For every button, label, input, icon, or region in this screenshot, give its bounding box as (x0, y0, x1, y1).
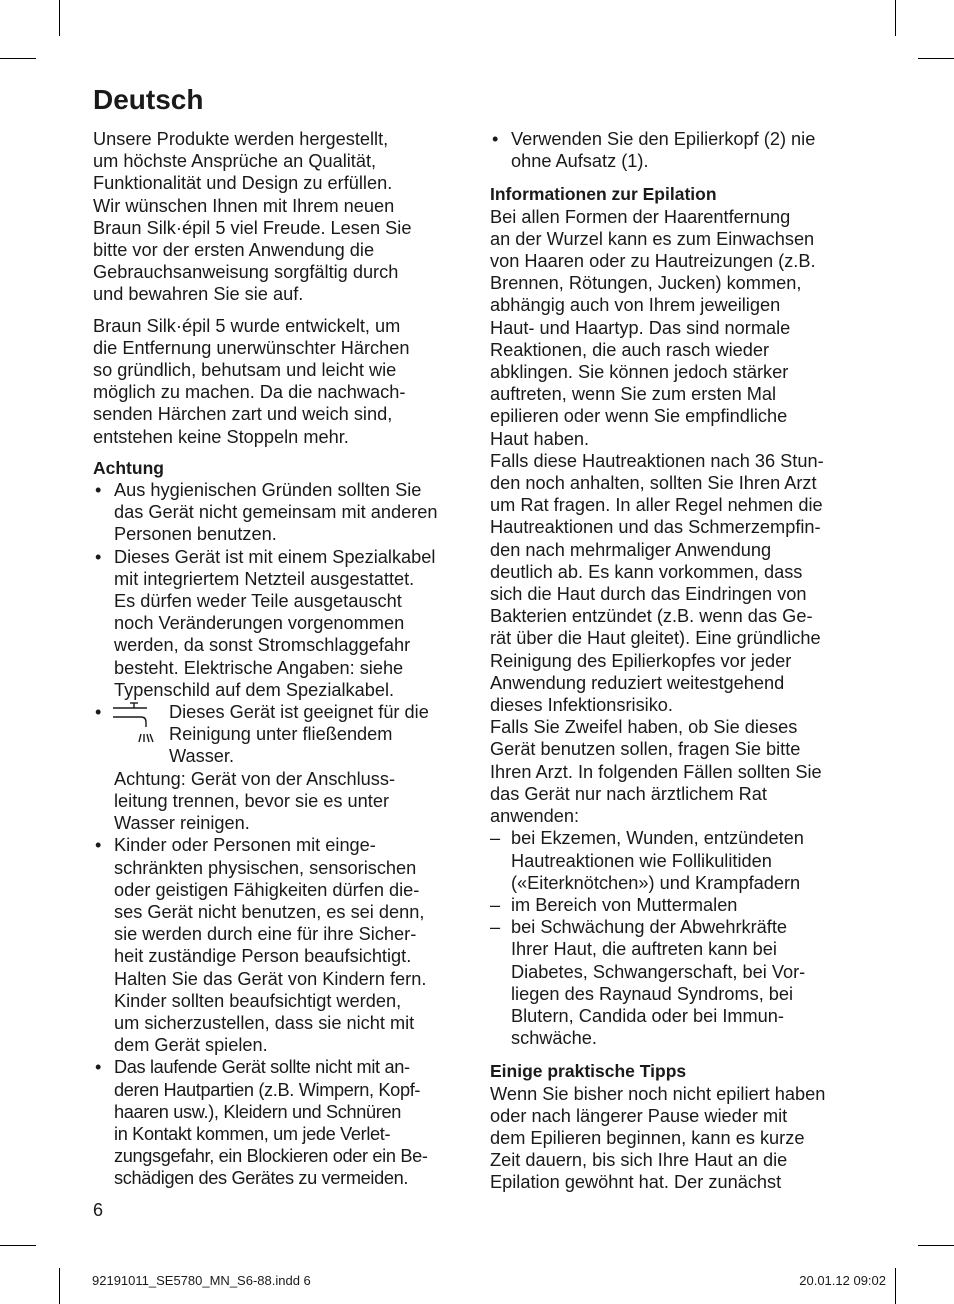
info-paragraph: Falls Sie Zweifel haben, ob Sie dieses Gerät benutzen sollen, fragen Sie bitte Ihren Arzt. In folgenden Fällen sollten Sie das Gerät nur nach ärztlichem Rat anwenden: (490, 717, 822, 827)
list-item (490, 128, 864, 172)
tips-heading: Einige praktische Tipps (490, 1061, 687, 1082)
warning-note: Achtung: Gerät von der Anschluss- leitung trennen, bevor sie es unter Wasser reinigen. (114, 768, 396, 834)
achtung-heading (93, 457, 467, 479)
list-item-water (93, 701, 467, 834)
bullet-marker: • (95, 480, 102, 501)
bullet-marker: • (95, 835, 102, 856)
bullet-marker: • (95, 702, 102, 723)
page-title: Deutsch (93, 84, 204, 115)
crop-mark (0, 58, 36, 59)
crop-mark (918, 1245, 954, 1246)
crop-mark (918, 58, 954, 59)
achtung-heading-text: Achtung (93, 457, 164, 478)
crop-mark (59, 1268, 60, 1304)
dash-marker: – (490, 828, 501, 849)
list-item (93, 479, 467, 546)
right-column (490, 128, 864, 1194)
crop-mark (895, 1268, 896, 1304)
dash-marker: – (490, 894, 501, 915)
left-column (93, 128, 467, 1190)
list-item (93, 1056, 467, 1189)
list-item-text: bei Ekzemen, Wunden, entzündeten Hautreaktionen wie Follikulitiden («Eiterknötchen») und Krampfadern (511, 828, 804, 893)
intro-paragraph: Unsere Produkte werden hergestellt, um höchste Ansprüche an Qualität, Funktionalität und Design zu erfüllen. Wir wünschen Ihnen mit Ihrem neuen Braun Silk·épil 5 viel Freude. Lesen Sie bitte vor der ersten Anwendung die Gebrauchsanweisung sorgfältig durch und bewahren Sie sie auf. (93, 129, 412, 305)
bullet-marker: • (492, 129, 499, 149)
crop-mark (0, 1245, 36, 1246)
page-number: 6 (93, 1200, 104, 1220)
bullet-marker: • (95, 1057, 102, 1078)
list-item-text: Aus hygienischen Gründen sollten Sie das Gerät nicht gemeinsam mit anderen Personen benutzen. (114, 480, 438, 545)
list-item-text: Dieses Gerät ist geeignet für die Reinigung unter fließendem Wasser. (169, 702, 429, 767)
list-item-text: Verwenden Sie den Epilierkopf (2) nie ohne Aufsatz (1). (511, 129, 816, 172)
list-item (490, 894, 864, 916)
list-item (490, 916, 864, 1049)
info-heading: Informationen zur Epilation (490, 184, 717, 205)
list-item-text: Dieses Gerät ist mit einem Spezialkabel mit integriertem Netzteil ausgestattet. Es dürfen weder Teile ausgetauscht noch Veränderungen vorgenommen werden, da sonst Stromschlaggefahr besteht. Elektrische Angaben: siehe Typenschild auf dem Spezialkabel. (114, 546, 436, 700)
dash-marker: – (490, 917, 501, 938)
list-item-text: Kinder oder Personen mit einge- schränkten physischen, sensorischen oder geistigen Fähigkeiten dürfen die- ses Gerät nicht benutzen, es sei denn, sie werden durch eine für ihre Sicher- heit zuständige Person beaufsichtigt. Halten Sie das Gerät von Kindern fern. Kinder sollten beaufsichtigt werden, um sicherzustellen, dass sie nicht mit dem Gerät spielen. (114, 835, 427, 1056)
list-item-text: bei Schwächung der Abwehrkräfte Ihrer Haut, die auftreten kann bei Diabetes, Schwangerschaft, bei Vor- liegen des Raynaud Syndroms, bei Blutern, Candida oder bei Immun- schwäche. (511, 917, 806, 1049)
info-paragraph: Bei allen Formen der Haarentfernung an der Wurzel kann es zum Einwachsen von Haaren oder zu Hautreizungen (z.B. Brennen, Rötungen, Jucken) kommen, abhängig auch von Ihrem jeweiligen Haut- und Haartyp. Das sind normale Reaktionen, die auch rasch wieder abklingen. Sie können jedoch stärker auftreten, wenn Sie zum ersten Mal epilieren oder wenn Sie empfindliche Haut haben. (490, 206, 816, 449)
list-item-text: Das laufende Gerät sollte nicht mit an- deren Hautpartien (z.B. Wimpern, Kopf- haaren usw.), Kleidern und Schnüren in Kontakt kommen, um jede Verlet- zungsgefahr, ein Blockieren oder ein Be- schädigen des Gerätes zu vermeiden. (114, 1057, 428, 1189)
list-item (490, 827, 864, 894)
crop-mark (895, 0, 896, 36)
info-paragraph: Falls diese Hautreaktionen nach 36 Stun- den noch anhalten, sollten Sie Ihren Arzt um Rat fragen. In aller Regel nehmen die Hautreaktionen und das Schmerzempfin- den nach mehrmaliger Anwendung deutlich ab. Es kann vorkommen, dass sich die Haut durch das Eindringen von Bakterien entzündet (z.B. wenn das Ge- rät über die Haut gleitet). Eine gründliche Reinigung des Epilierkopfes vor jeder Anwendung reduziert weitestgehend dieses Infektionsrisiko. (490, 450, 824, 716)
crop-mark (59, 0, 60, 36)
list-item (93, 546, 467, 701)
water-tap-icon (113, 701, 155, 745)
list-item-text: im Bereich von Muttermalen (511, 894, 738, 915)
description-paragraph: Braun Silk·épil 5 wurde entwickelt, um die Entfernung unerwünschter Härchen so gründlich, behutsam und leicht wie möglich zu machen. Da die nachwach- senden Härchen zart und weich sind, entstehen keine Stoppeln mehr. (93, 315, 410, 447)
list-item (93, 834, 467, 1056)
tips-paragraph: Wenn Sie bisher noch nicht epiliert haben oder nach längerer Pause wieder mit dem Epilieren beginnen, kann es kurze Zeit dauern, bis sich Ihre Haut an die Epilation gewöhnt hat. Der zunächst (490, 1083, 826, 1193)
bullet-marker: • (95, 546, 102, 567)
footer-file-info: 92191011_SE5780_MN_S6-88.indd 6 (92, 1273, 311, 1288)
footer-date: 20.01.12 09:02 (799, 1273, 886, 1288)
